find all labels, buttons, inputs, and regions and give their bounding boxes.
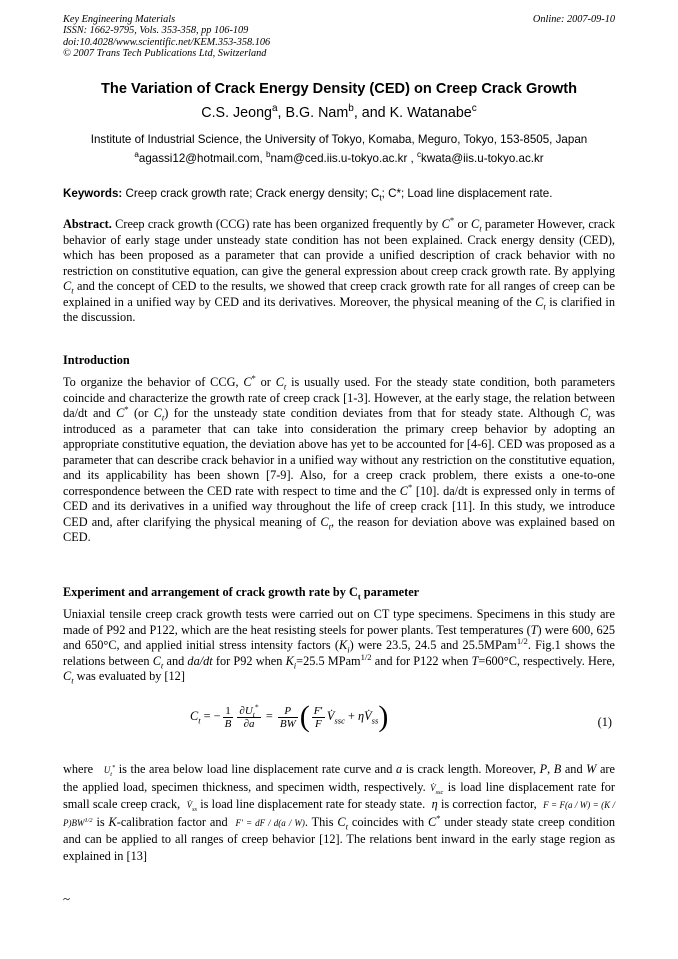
introduction-paragraph: To organize the behavior of CCG, C* or $C_t$ is usually used. For the steady state condition, both parameters coincide and characterize the growth rate of creep crack [1-3]. However, at the early stage, the relation between da/dt and C* (or $C_t$) for the unsteady state condition deviates from that for steady state. Although $C_t$ was introduced as a parameter that can take into consideration the primary creep behavior by adopting an appropriate constitutive equation, the deviation above has yet to be accounted for [4-6]. CED was proposed as a parameter that can describe crack behavior in a unified way without any restriction on the constitutive equation, and its applicability has been shown [7-9]. Also, for a creep crack problem, there exists a one-to-one correspondence between the CED rate with respect to time and the C* [10]. da/dt is expressed only in terms of CED and its derivatives in a unified way throughout the life of creep crack [11]. In this study, we introduce CED and, after clarifying the physical meaning of $C_t$, the reason for deviation above was explained based on CED. bbox=[63, 372, 615, 544]
expl-text: coincides with bbox=[348, 814, 428, 829]
expl-text: is load line displacement rate for steady state. bbox=[200, 797, 426, 812]
expl-text: is the area below load line displacement rate curve and bbox=[118, 762, 396, 776]
copyright-line: © 2007 Trans Tech Publications Ltd, Switzerland bbox=[63, 48, 267, 60]
intro-text: was introduced as a parameter that can take into consideration the primary creep behavior by adopting an appropriate constitutive equation, the deviation above has yet to be accounted for [4-6]. CED was proposed as a parameter that can describe crack behavior in a unified way without any restriction on the constitutive equation, and its applicability has been shown [7-9]. Also, for a creep crack problem, there exists a one-to-one correspondence between the CED rate with respect to time and the bbox=[63, 406, 615, 498]
exp-text: =25.5 MPam bbox=[296, 653, 361, 668]
expl-text: where bbox=[63, 762, 94, 776]
section-heading-experiment bbox=[63, 585, 615, 600]
equation-1: $C_t$ = − $\frac{1}{B}$ $\frac{\partial U_t^*}{\partial a}$ = $\frac{P}{BW}$ ( $\frac{F'}{F}$ $V̇_{ssc}$ + $\eta V̇_{ss}$) bbox=[190, 700, 389, 733]
intro-text: , the reason for deviation above was explained based on CED. bbox=[63, 514, 615, 544]
exp-text: and bbox=[163, 653, 188, 668]
exp-text: ) were 23.5, 24.5 and 25.5MPam bbox=[349, 638, 517, 652]
keywords: Keywords: Creep crack growth rate; Crack energy density; $C_t$; C*; Load line displacement rate. bbox=[63, 187, 553, 203]
experiment-heading-sub: t bbox=[357, 591, 361, 602]
abstract-label: Abstract. bbox=[63, 217, 112, 231]
intro-text: or bbox=[255, 375, 276, 389]
equation-explanation-paragraph: where $U_t^*$ is the area below load line displacement rate curve and a is crack length. Moreover, P, B and W are the applied load, specimen thickness, and specimen width, respectively. $V̇_{ssc}$ is load line displacement rate for small scale creep crack, $V̇_{ss}$ is load line displacement rate for steady state. η is correction factor, $F = F(a / W) = (K / P)BW^{1/2}$ is K-calibration factor and F′ = dF / d(a / W). This $C_t$ coincides with C* under steady state creep condition and can be applied to all ranges of creep behavior [12]. The relations bent inward in the early stage region as explained in [13] bbox=[63, 762, 616, 863]
intro-text: To organize the behavior of CCG, bbox=[63, 375, 244, 389]
exp-text: for P92 when bbox=[212, 653, 286, 668]
expl-text: is load line displacement rate for small scale creep crack, bbox=[63, 779, 616, 812]
online-date: Online: 2007-09-10 bbox=[532, 14, 615, 25]
journal-header bbox=[63, 14, 615, 60]
keywords-text-2: ; C*; Load line displacement rate. bbox=[381, 187, 553, 200]
expl-text: . This bbox=[304, 814, 338, 829]
email-3[interactable]: kwata@iis.u-tokyo.ac.kr bbox=[421, 152, 544, 165]
exp-text: =600°C, respectively. Here, bbox=[478, 653, 615, 668]
intro-text: (or bbox=[128, 406, 154, 420]
email-2[interactable]: nam@ced.iis.u-tokyo.ac.kr , bbox=[270, 152, 414, 165]
abstract-text: Creep crack growth (CCG) rate has been organized frequently by bbox=[115, 217, 442, 231]
exp-text: ) were 600, 625 and 650°C, and applied initial stress intensity factors ( bbox=[63, 622, 615, 652]
expl-text: -calibration factor and bbox=[116, 814, 228, 829]
experiment-heading-text: Experiment and arrangement of crack growth rate by C bbox=[63, 585, 358, 599]
affiliation: Institute of Industrial Science, the University of Tokyo, Komaba, Meguro, Tokyo, 153-8505, Japan bbox=[90, 133, 588, 146]
section-heading-introduction: Introduction bbox=[63, 353, 130, 367]
expl-text: is crack length. Moreover, bbox=[402, 762, 540, 776]
abstract-paragraph: Abstract. Creep crack growth (CCG) rate has been organized frequently by C* or $C_t$ parameter However, crack behavior of early stage under unsteady state condition has not been explained. Crack energy density (CED), which has been proposed as a parameter that can provide a unified description of crack behavior with no restriction on constitutive equation, can give the general expression about creep crack growth rate. By applying $C_t$ and the concept of CED to the results, we showed that creep crack growth rate for all ranges of creep can be explained in a unified way by CED and its derivatives. Moreover, the physical meaning of the $C_t$ is clarified in the discussion. bbox=[63, 214, 616, 324]
intro-text: ) for the unsteady state condition deviates from that for steady state. Although bbox=[164, 406, 580, 420]
expl-text: and bbox=[561, 762, 587, 776]
footer-mark: ~ bbox=[63, 891, 71, 906]
journal-name: Key Engineering Materials bbox=[63, 14, 176, 25]
experiment-paragraph: Uniaxial tensile creep crack growth tests were carried out on CT type specimens. Specimens in this study are made of P92 and P122, which are the heat resisting steels for power plants. Test temperatures (T) were 600, 625 and 650°C, and applied initial stress intensity factors $(K_i)$ were 23.5, 24.5 and 25.5MPam$^{1/2}$. Fig.1 shows the relations between $C_t$ and da/dt for P92 when $K_i=25.5$ MPam$^{1/2}$ and for P122 when T=600°C, respectively. Here, $C_t$ was evaluated by [12] bbox=[63, 607, 615, 686]
expl-text: is bbox=[92, 814, 109, 829]
expl-text: is correction factor, bbox=[440, 797, 537, 812]
abstract-text: is clarified in the discussion. bbox=[63, 294, 616, 324]
exp-text: . Fig.1 shows the relations between bbox=[63, 638, 615, 668]
email-1[interactable]: agassi12@hotmail.com, bbox=[138, 152, 263, 165]
issn-line: ISSN: 1662-9795, Vols. 353-358, pp 106-109 bbox=[63, 25, 249, 37]
expl-text: under steady state creep condition and can be applied to all ranges of creep behavior [12]. The relations bent inward in the early stage region as explained in [13] bbox=[63, 814, 615, 863]
abstract-text: parameter However, crack behavior of early stage under unsteady state condition has not been explained. Crack energy density (CED), which has been proposed as a parameter that can provide a unified description of crack behavior with no restriction on constitutive equation, can give the general expression about creep crack growth rate. By applying bbox=[63, 217, 615, 278]
keywords-text-1: Creep crack growth rate; Crack energy density; C bbox=[125, 187, 380, 200]
author-3: and K. Watanabe bbox=[361, 105, 472, 121]
exp-text: and for P122 when bbox=[371, 653, 472, 668]
paper-title: The Variation of Crack Energy Density (CED) on Creep Crack Growth bbox=[100, 81, 578, 97]
author-2: B.G. Nam bbox=[285, 105, 349, 121]
author-1: C.S. Jeong bbox=[201, 105, 272, 121]
equation-number: (1) bbox=[597, 715, 612, 729]
keywords-label: Keywords: bbox=[63, 187, 123, 200]
email-line: $^a$agassi12@hotmail.com, $^b$nam@ced.iis.u-tokyo.ac.kr , $^c$kwata@iis.u-tokyo.ac.kr bbox=[134, 150, 544, 165]
exp-text: was evaluated by [12] bbox=[73, 669, 185, 683]
experiment-heading-end: parameter bbox=[360, 585, 420, 599]
abstract-text: and the concept of CED to the results, we showed that creep crack growth rate for all ranges of creep can be explained in a unified way by CED and its derivatives. Moreover, the physical meaning of the bbox=[63, 279, 615, 309]
intro-text: is usually used. For the steady state condition, both parameters coincide and characterize the growth rate of creep crack [1-3]. However, at the early stage, the relation between da/dt and bbox=[63, 375, 615, 420]
abstract-text: or bbox=[454, 217, 472, 231]
exp-text: Uniaxial tensile creep crack growth tests were carried out on CT type specimens. Specimens in this study are made of P92 and P122, which are the heat resisting steels for power plants. Test temperatures ( bbox=[63, 607, 615, 637]
doi-line: doi:10.4028/www.scientific.net/KEM.353-358.106 bbox=[63, 36, 271, 48]
author-line: C.S. Jeong$^a$, B.G. Nam$^b$, and K. Watanabe$^c$ bbox=[201, 103, 477, 121]
intro-text: [10]. da/dt is expressed only in terms of CED and its derivatives in a unified way throughout the life of creep crack [11]. In this study, we introduce CED and, after clarifying the physical meaning of bbox=[63, 483, 615, 529]
expl-text: are the applied load, specimen thickness, and specimen width, respectively. bbox=[63, 762, 615, 794]
